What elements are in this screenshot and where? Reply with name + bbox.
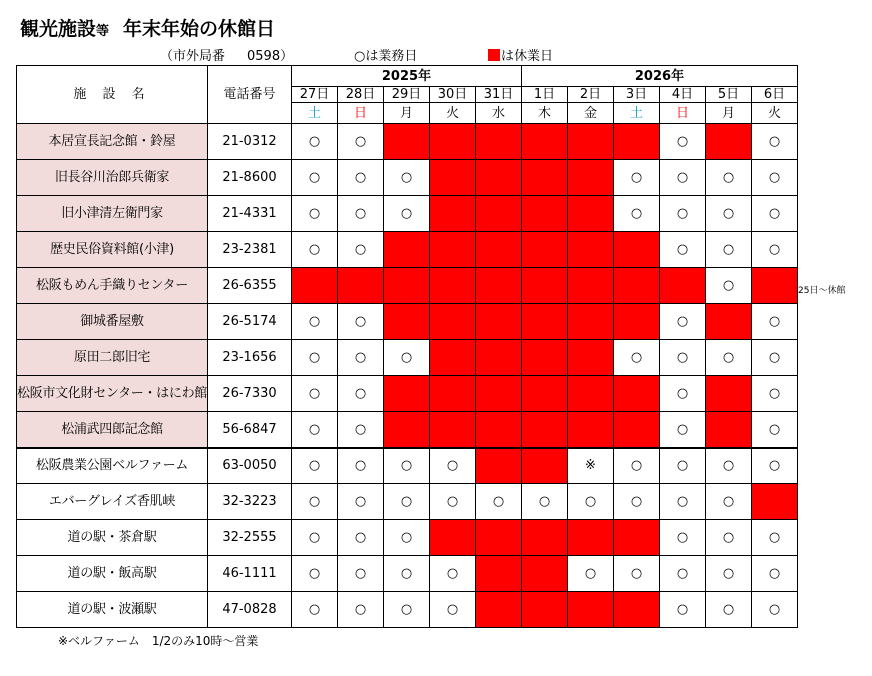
closed-cell bbox=[521, 592, 567, 628]
open-cell: ○ bbox=[751, 124, 797, 160]
facility-name: 松阪市文化財センター・はにわ館 bbox=[17, 376, 208, 412]
open-cell: ○ bbox=[291, 160, 337, 196]
facility-phone: 21-0312 bbox=[207, 124, 291, 160]
facility-name: 松阪もめん手織りセンター bbox=[17, 268, 208, 304]
open-cell: ○ bbox=[705, 556, 751, 592]
note-cell: ※ bbox=[567, 448, 613, 484]
open-cell: ○ bbox=[659, 448, 705, 484]
header-row-years bbox=[17, 66, 798, 87]
closed-swatch bbox=[488, 49, 500, 61]
day-header: 30日 bbox=[429, 87, 475, 103]
open-cell: ○ bbox=[337, 448, 383, 484]
facility-phone: 23-2381 bbox=[207, 232, 291, 268]
facility-phone: 26-6355 bbox=[207, 268, 291, 304]
open-cell: ○ bbox=[659, 520, 705, 556]
open-cell: ○ bbox=[291, 520, 337, 556]
open-cell: ○ bbox=[337, 304, 383, 340]
closed-cell bbox=[383, 412, 429, 448]
header-year-2025: 2025年 bbox=[291, 66, 521, 87]
closed-cell bbox=[429, 304, 475, 340]
closed-cell bbox=[567, 412, 613, 448]
open-cell: ○ bbox=[383, 592, 429, 628]
facility-phone: 32-3223 bbox=[207, 484, 291, 520]
open-cell: ○ bbox=[705, 340, 751, 376]
open-cell: ○ bbox=[659, 592, 705, 628]
open-cell: ○ bbox=[337, 520, 383, 556]
open-cell: ○ bbox=[751, 448, 797, 484]
facility-name: 道の駅・波瀬駅 bbox=[17, 592, 208, 628]
facility-phone: 46-1111 bbox=[207, 556, 291, 592]
closed-cell bbox=[337, 268, 383, 304]
open-cell: ○ bbox=[337, 196, 383, 232]
closed-cell bbox=[751, 484, 797, 520]
title-suffix: 等 bbox=[96, 24, 110, 39]
closed-cell bbox=[475, 412, 521, 448]
table-row bbox=[17, 376, 798, 412]
open-cell: ○ bbox=[705, 592, 751, 628]
facility-name: 原田二郎旧宅 bbox=[17, 340, 208, 376]
open-cell: ○ bbox=[475, 484, 521, 520]
open-cell: ○ bbox=[705, 196, 751, 232]
closed-cell bbox=[521, 196, 567, 232]
closed-cell bbox=[567, 376, 613, 412]
open-cell: ○ bbox=[291, 196, 337, 232]
closed-cell bbox=[475, 592, 521, 628]
open-cell: ○ bbox=[291, 448, 337, 484]
table-row bbox=[17, 484, 798, 520]
closed-cell bbox=[429, 376, 475, 412]
weekday-header: 金 bbox=[567, 103, 613, 124]
open-cell: ○ bbox=[751, 520, 797, 556]
open-cell: ○ bbox=[383, 340, 429, 376]
header-year-2026: 2026年 bbox=[521, 66, 797, 87]
weekday-header: 月 bbox=[383, 103, 429, 124]
closed-cell bbox=[475, 160, 521, 196]
open-cell: ○ bbox=[659, 196, 705, 232]
open-cell: ○ bbox=[659, 304, 705, 340]
closed-cell bbox=[521, 232, 567, 268]
weekday-header: 日 bbox=[659, 103, 705, 124]
closed-cell bbox=[613, 268, 659, 304]
table-row bbox=[17, 304, 798, 340]
closed-cell bbox=[613, 592, 659, 628]
day-header: 31日 bbox=[475, 87, 521, 103]
open-cell: ○ bbox=[705, 160, 751, 196]
closed-cell bbox=[429, 196, 475, 232]
open-cell: ○ bbox=[291, 376, 337, 412]
open-cell: ○ bbox=[337, 592, 383, 628]
closed-cell bbox=[475, 556, 521, 592]
open-cell: ○ bbox=[291, 592, 337, 628]
footnote: ※ベルファーム 1/2のみ10時～営業 bbox=[58, 634, 259, 648]
open-cell: ○ bbox=[429, 484, 475, 520]
open-cell: ○ bbox=[567, 556, 613, 592]
closed-cell bbox=[475, 232, 521, 268]
open-cell: ○ bbox=[337, 412, 383, 448]
open-cell: ○ bbox=[291, 124, 337, 160]
schedule-table bbox=[16, 65, 798, 628]
facility-phone: 47-0828 bbox=[207, 592, 291, 628]
open-cell: ○ bbox=[705, 484, 751, 520]
closed-cell bbox=[613, 412, 659, 448]
closed-cell bbox=[475, 340, 521, 376]
open-cell: ○ bbox=[383, 448, 429, 484]
open-cell: ○ bbox=[521, 484, 567, 520]
closed-cell bbox=[613, 304, 659, 340]
open-cell: ○ bbox=[337, 376, 383, 412]
open-cell: ○ bbox=[659, 412, 705, 448]
open-cell: ○ bbox=[429, 448, 475, 484]
day-header: 6日 bbox=[751, 87, 797, 103]
title-sub: 年末年始の休館日 bbox=[123, 18, 276, 40]
closed-cell bbox=[567, 196, 613, 232]
open-cell: ○ bbox=[659, 556, 705, 592]
open-cell: ○ bbox=[383, 520, 429, 556]
facility-name: 本居宣長記念館・鈴屋 bbox=[17, 124, 208, 160]
closed-cell bbox=[521, 340, 567, 376]
closed-cell bbox=[521, 412, 567, 448]
side-note: 25日～休館 bbox=[798, 286, 846, 296]
open-cell: ○ bbox=[705, 448, 751, 484]
open-cell: ○ bbox=[613, 196, 659, 232]
open-cell: ○ bbox=[659, 160, 705, 196]
closed-cell bbox=[705, 376, 751, 412]
facility-name: 旧小津清左衛門家 bbox=[17, 196, 208, 232]
table-row bbox=[17, 160, 798, 196]
closed-cell bbox=[521, 304, 567, 340]
closed-cell bbox=[705, 124, 751, 160]
closed-cell bbox=[521, 376, 567, 412]
closed-cell bbox=[567, 268, 613, 304]
closed-cell bbox=[613, 232, 659, 268]
closed-cell bbox=[613, 520, 659, 556]
open-cell: ○ bbox=[291, 412, 337, 448]
facility-name: 道の駅・飯高駅 bbox=[17, 556, 208, 592]
closed-cell bbox=[613, 376, 659, 412]
weekday-header: 火 bbox=[429, 103, 475, 124]
closed-cell bbox=[475, 376, 521, 412]
header-phone: 電話番号 bbox=[207, 66, 291, 124]
closed-cell bbox=[521, 160, 567, 196]
title-main: 観光施設 bbox=[20, 18, 97, 40]
open-cell: ○ bbox=[613, 556, 659, 592]
table-row bbox=[17, 124, 798, 160]
closed-cell bbox=[705, 412, 751, 448]
closed-cell bbox=[705, 304, 751, 340]
closed-cell bbox=[383, 232, 429, 268]
facility-name: 旧長谷川治郎兵衛家 bbox=[17, 160, 208, 196]
open-cell: ○ bbox=[337, 124, 383, 160]
facility-phone: 26-7330 bbox=[207, 376, 291, 412]
open-cell: ○ bbox=[751, 376, 797, 412]
facility-phone: 21-8600 bbox=[207, 160, 291, 196]
open-cell: ○ bbox=[291, 556, 337, 592]
day-header: 5日 bbox=[705, 87, 751, 103]
open-cell: ○ bbox=[337, 484, 383, 520]
closed-cell bbox=[429, 268, 475, 304]
day-header: 29日 bbox=[383, 87, 429, 103]
weekday-header: 日 bbox=[337, 103, 383, 124]
open-cell: ○ bbox=[751, 196, 797, 232]
facility-phone: 21-4331 bbox=[207, 196, 291, 232]
closed-cell bbox=[751, 268, 797, 304]
closed-cell bbox=[521, 268, 567, 304]
facility-phone: 23-1656 bbox=[207, 340, 291, 376]
closed-cell bbox=[521, 448, 567, 484]
open-cell: ○ bbox=[291, 340, 337, 376]
closed-cell bbox=[429, 160, 475, 196]
facility-name: エバーグレイズ香肌峡 bbox=[17, 484, 208, 520]
table-row bbox=[17, 448, 798, 484]
closed-cell bbox=[521, 556, 567, 592]
closed-cell bbox=[567, 124, 613, 160]
day-header: 3日 bbox=[613, 87, 659, 103]
legend-open: ○は業務日 bbox=[354, 49, 418, 64]
facility-phone: 63-0050 bbox=[207, 448, 291, 484]
weekday-header: 土 bbox=[291, 103, 337, 124]
open-cell: ○ bbox=[613, 340, 659, 376]
open-cell: ○ bbox=[613, 160, 659, 196]
open-cell: ○ bbox=[337, 556, 383, 592]
closed-cell bbox=[567, 160, 613, 196]
open-cell: ○ bbox=[751, 304, 797, 340]
open-cell: ○ bbox=[291, 304, 337, 340]
open-cell: ○ bbox=[613, 448, 659, 484]
closed-cell bbox=[567, 340, 613, 376]
closed-cell bbox=[475, 304, 521, 340]
open-cell: ○ bbox=[751, 592, 797, 628]
table-row bbox=[17, 556, 798, 592]
facility-name: 道の駅・茶倉駅 bbox=[17, 520, 208, 556]
open-cell: ○ bbox=[613, 484, 659, 520]
closed-cell bbox=[383, 124, 429, 160]
open-cell: ○ bbox=[751, 232, 797, 268]
day-header: 4日 bbox=[659, 87, 705, 103]
open-cell: ○ bbox=[751, 340, 797, 376]
open-cell: ○ bbox=[659, 484, 705, 520]
table-row bbox=[17, 268, 798, 304]
table-row bbox=[17, 232, 798, 268]
table-row bbox=[17, 340, 798, 376]
closed-cell bbox=[475, 196, 521, 232]
day-header: 27日 bbox=[291, 87, 337, 103]
open-cell: ○ bbox=[751, 556, 797, 592]
closed-cell bbox=[567, 520, 613, 556]
facility-phone: 32-2555 bbox=[207, 520, 291, 556]
open-cell: ○ bbox=[659, 232, 705, 268]
closed-cell bbox=[291, 268, 337, 304]
closed-cell bbox=[475, 268, 521, 304]
weekday-header: 土 bbox=[613, 103, 659, 124]
open-cell: ○ bbox=[659, 124, 705, 160]
open-cell: ○ bbox=[659, 376, 705, 412]
open-cell: ○ bbox=[751, 160, 797, 196]
weekday-header: 木 bbox=[521, 103, 567, 124]
weekday-header: 月 bbox=[705, 103, 751, 124]
page-title bbox=[20, 14, 275, 41]
open-cell: ○ bbox=[383, 196, 429, 232]
open-cell: ○ bbox=[429, 556, 475, 592]
legend-closed: は休業日 bbox=[488, 45, 553, 64]
closed-cell bbox=[429, 124, 475, 160]
closed-cell bbox=[429, 340, 475, 376]
open-cell: ○ bbox=[705, 268, 751, 304]
open-cell: ○ bbox=[659, 340, 705, 376]
day-header: 2日 bbox=[567, 87, 613, 103]
header-facility-name: 施 設 名 bbox=[17, 66, 208, 124]
closed-cell bbox=[613, 124, 659, 160]
closed-cell bbox=[383, 268, 429, 304]
closed-cell bbox=[429, 412, 475, 448]
open-cell: ○ bbox=[429, 592, 475, 628]
table-row bbox=[17, 196, 798, 232]
area-code-note: （市外局番 0598） bbox=[160, 49, 294, 64]
closed-cell bbox=[429, 520, 475, 556]
closed-cell bbox=[521, 520, 567, 556]
closed-cell bbox=[659, 268, 705, 304]
open-cell: ○ bbox=[383, 484, 429, 520]
closed-cell bbox=[383, 376, 429, 412]
table-row bbox=[17, 592, 798, 628]
facility-name: 歴史民俗資料館(小津) bbox=[17, 232, 208, 268]
open-cell: ○ bbox=[291, 484, 337, 520]
closed-cell bbox=[475, 124, 521, 160]
open-cell: ○ bbox=[383, 160, 429, 196]
closed-cell bbox=[521, 124, 567, 160]
weekday-header: 火 bbox=[751, 103, 797, 124]
open-cell: ○ bbox=[705, 520, 751, 556]
open-cell: ○ bbox=[705, 232, 751, 268]
facility-phone: 56-6847 bbox=[207, 412, 291, 448]
open-cell: ○ bbox=[337, 160, 383, 196]
closed-cell bbox=[383, 304, 429, 340]
weekday-header: 水 bbox=[475, 103, 521, 124]
table-row bbox=[17, 520, 798, 556]
closed-cell bbox=[429, 232, 475, 268]
day-header: 1日 bbox=[521, 87, 567, 103]
facility-name: 松浦武四郎記念館 bbox=[17, 412, 208, 448]
closed-cell bbox=[475, 520, 521, 556]
closed-cell bbox=[567, 304, 613, 340]
table-row bbox=[17, 412, 798, 448]
facility-name: 御城番屋敷 bbox=[17, 304, 208, 340]
closed-cell bbox=[567, 592, 613, 628]
open-cell: ○ bbox=[751, 412, 797, 448]
open-cell: ○ bbox=[291, 232, 337, 268]
day-header: 28日 bbox=[337, 87, 383, 103]
closed-cell bbox=[567, 232, 613, 268]
facility-name: 松阪農業公園ベルファーム bbox=[17, 448, 208, 484]
open-cell: ○ bbox=[567, 484, 613, 520]
facility-phone: 26-5174 bbox=[207, 304, 291, 340]
open-cell: ○ bbox=[383, 556, 429, 592]
open-cell: ○ bbox=[337, 232, 383, 268]
closed-cell bbox=[475, 448, 521, 484]
open-cell: ○ bbox=[337, 340, 383, 376]
